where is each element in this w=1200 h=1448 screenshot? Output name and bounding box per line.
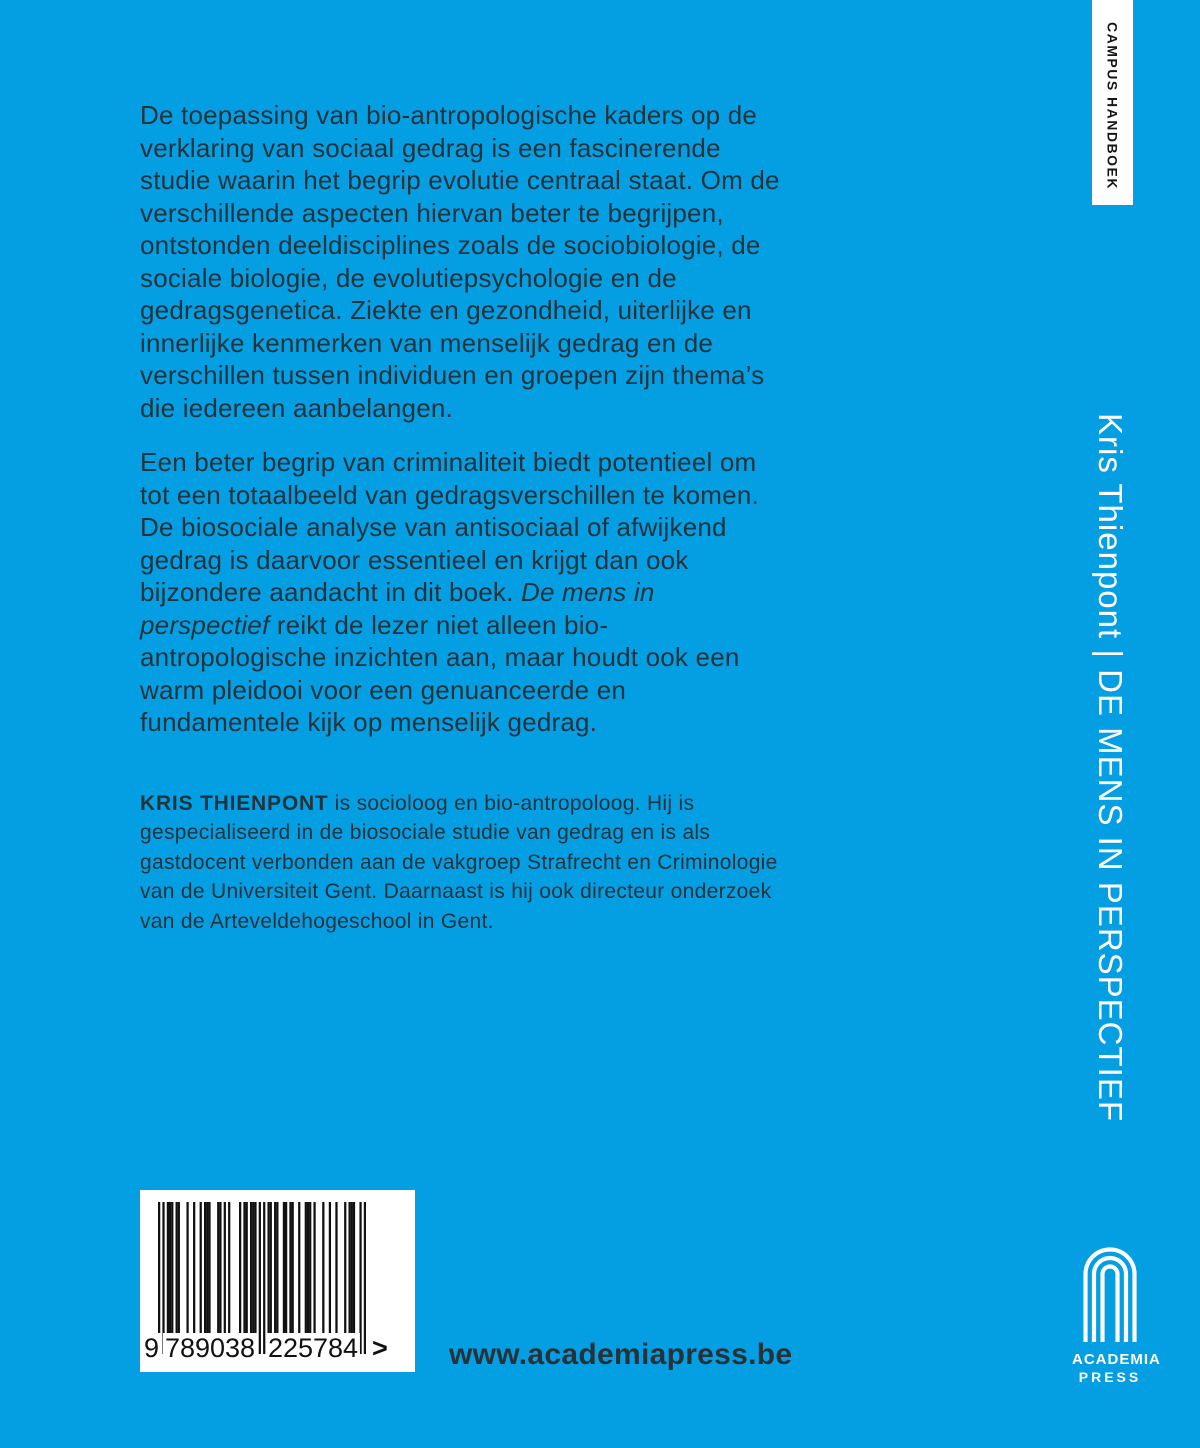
- spine-book-title: DE MENS IN PERSPECTIEF: [1092, 669, 1129, 1123]
- publisher-name-line2: PRESS: [1078, 1369, 1142, 1385]
- publisher-logo: [1072, 1247, 1161, 1385]
- academia-press-arch-icon: [1083, 1247, 1137, 1342]
- barcode-digit-group-right: 225784: [267, 1333, 359, 1363]
- barcode-panel: [140, 1190, 415, 1372]
- series-label: CAMPUS HANDBOEK: [1104, 22, 1121, 190]
- series-banner: [1092, 0, 1133, 205]
- inline-book-title: De mens in perspectief: [140, 577, 655, 640]
- spine-author: Kris Thienpont: [1092, 413, 1129, 640]
- spine-title: [1086, 413, 1134, 1122]
- author-name: KRIS THIENPONT: [140, 791, 329, 815]
- blurb-paragraph-2: [140, 446, 788, 739]
- blurb-paragraph-1: De toepassing van bio-antropologische kaders op de verklaring van sociaal gedrag is een fascinerende studie waarin het begrip evolutie centraal staat. Om de verschillende aspecten hiervan beter te begrijpen, ontstonden deeldisciplines zoals de sociobiologie, de sociale biologie, de evolutiepsychologie en de gedragsgenetica. Ziekte en gezondheid, uiterlijke en innerlijke kenmerken van menselijk gedrag en de verschillen tussen individuen en groepen zijn thema’s die iedereen aanbelangen.: [140, 100, 780, 423]
- publisher-name-line1: ACADEMIA: [1072, 1351, 1161, 1368]
- spine-separator: |: [1092, 639, 1129, 670]
- barcode-digit-group-left: 789038: [164, 1333, 256, 1363]
- barcode-digit-lead: 9: [144, 1333, 160, 1363]
- author-bio: [140, 789, 788, 937]
- blurb-section: [140, 99, 788, 936]
- publisher-website: www.academiapress.be: [449, 1338, 793, 1371]
- ean13-barcode-icon: [158, 1202, 366, 1354]
- blurb-paragraph-2-text-end: reikt de lezer niet alleen bio-antropologische inzichten aan, maar houdt ook een warm pleidooi voor een genuanceerde en fundamentele kijk op menselijk gedrag.: [140, 609, 740, 737]
- blurb-paragraph-2-text: Een beter begrip van criminaliteit biedt potentieel om tot een totaalbeeld van gedragsverschillen te komen. De biosociale analyse van antisociaal of afwijkend gedrag is daarvoor essentieel en krijgt dan ook bijzondere aandacht in dit boek.: [140, 447, 759, 607]
- barcode-suffix: >: [372, 1333, 388, 1363]
- author-bio-text: is socioloog en bio-antropoloog. Hij is gespecialiseerd in de biosociale studie van gedrag en is als gastdocent verbonden aan de vakgroep Strafrecht en Criminologie van de Universiteit Gent. Daarnaast is hij ook directeur onderzoek van de Arteveldehogeschool in Gent.: [140, 791, 778, 933]
